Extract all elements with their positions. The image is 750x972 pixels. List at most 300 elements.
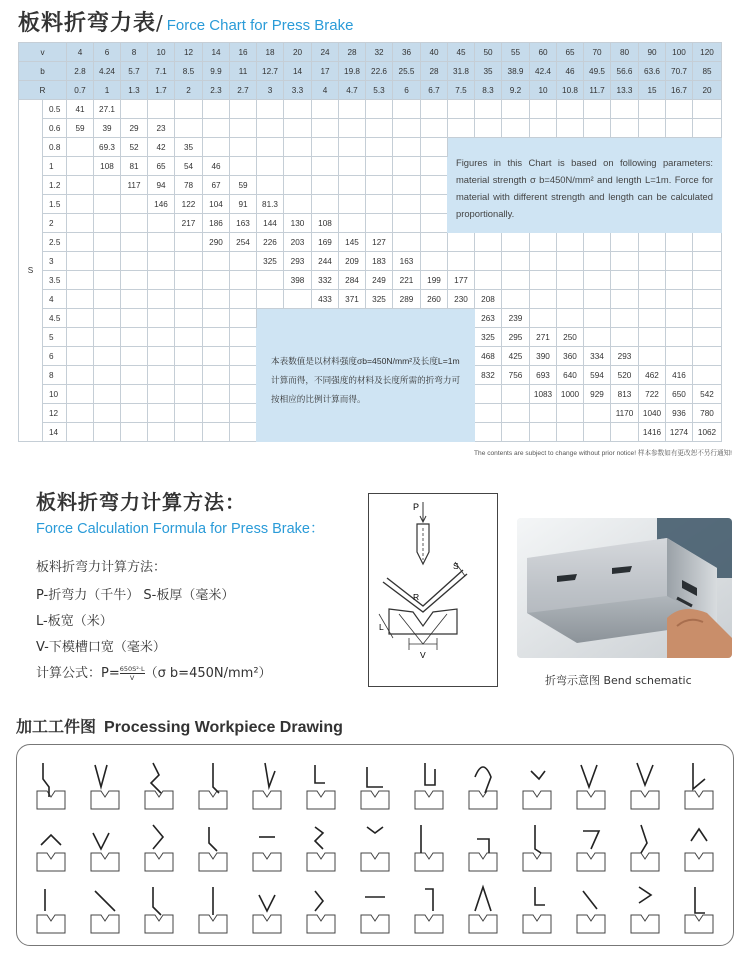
param-cell: 46 [557,62,584,81]
note-en-cell [448,138,722,233]
workpiece-drawing-svg [31,757,71,811]
param-cell: 120 [693,43,722,62]
force-cell [530,290,557,309]
force-cell [639,233,666,252]
force-cell: 217 [175,214,203,233]
force-cell [67,347,94,366]
bend-schematic-svg [369,494,497,686]
force-cell: 117 [121,176,148,195]
force-cell [639,328,666,347]
workpiece-part [639,887,651,903]
force-cell [312,195,339,214]
note-en: Figures in this Chart is based on following parameters: material strength σ b=450N/mm² and length L=1m. Force for material with different strength and length can be calculated proportionally. [456,157,713,219]
force-cell: 177 [448,271,475,290]
param-cell: 2 [175,81,203,100]
force-cell [530,404,557,423]
workpiece-drawing [679,757,719,811]
param-cell: 10.8 [557,81,584,100]
workpiece-die [469,853,497,871]
force-cell: 756 [502,366,530,385]
workpiece-part [95,765,107,787]
workpiece-part [265,763,275,787]
force-cell [666,347,693,366]
workpiece-die [37,853,65,871]
force-cell [611,290,639,309]
workpiece-drawing-panel [16,744,734,946]
workpiece-drawing-svg [409,819,449,873]
formula-line-heading: 板料折弯力计算方法： [36,560,167,575]
force-cell: 163 [393,252,421,271]
force-cell [121,233,148,252]
force-cell [67,214,94,233]
thickness-cell: 0.6 [43,119,67,138]
force-cell [611,252,639,271]
force-cell: 1000 [557,385,584,404]
force-cell [121,404,148,423]
force-cell [230,309,257,328]
workpiece-die [523,791,551,809]
workpiece-part [691,829,707,841]
force-cell [557,100,584,119]
param-cell: 15 [639,81,666,100]
force-cell [230,423,257,442]
param-cell: 42.4 [530,62,557,81]
force-cell [67,328,94,347]
workpiece-die [91,915,119,933]
force-cell [448,119,475,138]
force-cell [94,347,121,366]
thickness-cell: 3.5 [43,271,67,290]
force-cell [530,100,557,119]
force-cell [175,290,203,309]
force-cell: 371 [339,290,366,309]
force-cell [693,233,722,252]
force-cell: 29 [121,119,148,138]
workpiece-drawing-svg [679,881,719,935]
force-cell: 146 [148,195,175,214]
force-cell: 230 [448,290,475,309]
workpiece-drawing-svg [193,819,233,873]
force-cell: 81.3 [257,195,284,214]
force-cell: 780 [693,404,722,423]
workpiece-die [469,791,497,809]
param-cell: 2.3 [203,81,230,100]
force-cell: 169 [312,233,339,252]
workpiece-drawing [85,819,125,873]
schematic-label-v: V [420,650,426,660]
force-cell [475,100,502,119]
param-cell: 12 [175,43,203,62]
workpiece-part [259,895,275,911]
param-cell: 3.3 [284,81,312,100]
force-cell [639,347,666,366]
force-cell [666,100,693,119]
force-cell [148,309,175,328]
workpiece-part [637,763,653,785]
thickness-cell: 1.2 [43,176,67,195]
force-cell [393,157,421,176]
force-cell [366,100,393,119]
force-cell: 640 [557,366,584,385]
force-cell [230,328,257,347]
force-cell: 144 [257,214,284,233]
force-cell [584,290,611,309]
workpiece-drawing [247,757,287,811]
workpiece-die [199,791,227,809]
force-cell: 122 [175,195,203,214]
param-cell: 9.9 [203,62,230,81]
force-cell [284,195,312,214]
workpiece-die [145,791,173,809]
param-label-v: v [19,43,67,62]
workpiece-die [91,791,119,809]
param-cell: 0.7 [67,81,94,100]
force-cell [175,309,203,328]
force-cell [421,119,448,138]
param-cell: 6 [94,43,121,62]
force-cell: 334 [584,347,611,366]
param-cell: 60 [530,43,557,62]
force-cell: 81 [121,157,148,176]
workpiece-die [307,791,335,809]
workpiece-drawing [571,881,611,935]
force-row [19,271,722,290]
force-cell [230,385,257,404]
param-cell: 6.7 [421,81,448,100]
workpiece-drawing [409,819,449,873]
formula-denominator: V [129,674,135,682]
param-cell: 28 [339,43,366,62]
force-cell [148,252,175,271]
workpiece-die [415,791,443,809]
workpiece-drawing [463,819,503,873]
force-cell: 244 [312,252,339,271]
force-cell: 398 [284,271,312,290]
force-cell: 1274 [666,423,693,442]
workpiece-die [361,915,389,933]
param-cell: 7.5 [448,81,475,100]
workpiece-drawing-svg [139,757,179,811]
force-row [19,138,722,157]
force-row [19,290,722,309]
force-cell [67,195,94,214]
force-cell: 91 [230,195,257,214]
param-cell: 1.7 [148,81,175,100]
formula-line-p-s: P-折弯力（千牛） S-板厚（毫米） [36,588,235,603]
workpiece-die [37,791,65,809]
force-cell [203,385,230,404]
workpiece-drawing-svg [85,881,125,935]
force-cell [693,100,722,119]
param-cell: 10 [148,43,175,62]
force-cell: 433 [312,290,339,309]
param-cell: 8 [121,43,148,62]
param-cell: 49.5 [584,62,611,81]
workpiece-drawing [625,757,665,811]
force-cell [257,100,284,119]
workpiece-die [199,853,227,871]
workpiece-die [307,915,335,933]
force-cell [611,423,639,442]
workpiece-die [361,791,389,809]
force-cell [611,233,639,252]
force-cell [666,119,693,138]
workpiece-part [425,763,435,785]
force-cell: 929 [584,385,611,404]
param-cell: 63.6 [639,62,666,81]
force-cell [611,309,639,328]
param-cell: 90 [639,43,666,62]
param-row-v [19,43,722,62]
force-cell [121,347,148,366]
workpiece-drawing [463,881,503,935]
force-cell [148,233,175,252]
force-cell [693,252,722,271]
thickness-cell: 2 [43,214,67,233]
workpiece-drawing [625,881,665,935]
param-cell: 13.3 [611,81,639,100]
force-cell: 130 [284,214,312,233]
workpiece-part [153,825,163,849]
force-cell [475,252,502,271]
param-cell: 100 [666,43,693,62]
workpiece-drawing [355,819,395,873]
force-cell [121,290,148,309]
force-cell: 1040 [639,404,666,423]
workpiece-part [315,827,323,849]
param-cell: 7.1 [148,62,175,81]
force-cell [67,290,94,309]
param-cell: 8.3 [475,81,502,100]
workpiece-part [315,765,325,783]
workpiece-part [151,763,161,793]
param-cell: 11.7 [584,81,611,100]
workpiece-drawing-svg [517,881,557,935]
force-cell: 186 [203,214,230,233]
param-cell: 35 [475,62,502,81]
force-cell [203,252,230,271]
force-row [19,233,722,252]
force-cell [203,404,230,423]
force-cell [639,119,666,138]
force-cell [639,309,666,328]
force-cell [257,271,284,290]
workpiece-die [577,915,605,933]
force-cell [366,214,393,233]
workpiece-die [415,853,443,871]
force-cell [175,404,203,423]
workpiece-die [253,853,281,871]
force-cell [502,385,530,404]
workpiece-drawing-svg [625,819,665,873]
force-cell: 813 [611,385,639,404]
force-cell [230,138,257,157]
force-cell [230,347,257,366]
param-row-b [19,62,722,81]
force-cell [421,157,448,176]
force-row [19,252,722,271]
force-cell [639,290,666,309]
force-cell [339,176,366,195]
param-cell: 4.7 [339,81,366,100]
force-cell: 35 [175,138,203,157]
force-cell [148,100,175,119]
force-cell [94,309,121,328]
workpiece-die [199,915,227,933]
bend-photo-caption: 折弯示意图 Bend schematic [545,674,692,687]
force-cell [312,119,339,138]
force-cell: 1170 [611,404,639,423]
force-cell [584,119,611,138]
workpiece-drawing [31,757,71,811]
force-cell [693,271,722,290]
workpiece-drawing-svg [571,757,611,811]
workpiece-drawing-svg [193,881,233,935]
force-cell [393,138,421,157]
workpiece-drawing-svg [355,881,395,935]
force-cell [502,271,530,290]
force-cell [366,176,393,195]
formula-numerator: 650S²·L [119,665,145,673]
force-cell [175,328,203,347]
force-cell [284,157,312,176]
param-cell: 4.24 [94,62,121,81]
force-cell: 94 [148,176,175,195]
param-cell: 24 [312,43,339,62]
force-cell [121,423,148,442]
workpiece-drawing-svg [301,757,341,811]
force-cell: 254 [230,233,257,252]
formula-calc-suffix: （σ b=450N/mm²） [144,666,272,681]
force-cell: 832 [475,366,502,385]
thickness-cell: 2.5 [43,233,67,252]
workpiece-part [695,887,705,913]
thickness-cell: 10 [43,385,67,404]
force-cell [421,100,448,119]
workpiece-drawing-svg [247,757,287,811]
workpiece-die [685,791,713,809]
force-cell [339,138,366,157]
force-cell [339,119,366,138]
workpiece-die [361,853,389,871]
workpiece-drawing-svg [463,881,503,935]
force-cell [257,138,284,157]
force-cell [148,385,175,404]
force-cell [284,290,312,309]
workpiece-drawing-svg [301,881,341,935]
workpiece-die [631,853,659,871]
force-cell: 199 [421,271,448,290]
workpiece-drawing-svg [139,881,179,935]
workpiece-part [315,891,323,911]
workpiece-drawing-svg [193,757,233,811]
force-cell [502,252,530,271]
force-cell [557,271,584,290]
thickness-cell: 0.5 [43,100,67,119]
force-cell [203,309,230,328]
workpiece-die [685,853,713,871]
workpiece-part [477,839,489,853]
force-cell: 41 [67,100,94,119]
workpiece-drawing [193,819,233,873]
param-cell: 55 [502,43,530,62]
force-cell: 127 [366,233,393,252]
force-cell [666,252,693,271]
workpiece-drawing [139,881,179,935]
chart-title-slash: / [156,11,163,35]
force-cell: 390 [530,347,557,366]
force-cell [148,290,175,309]
workpiece-drawing [517,757,557,811]
force-cell [421,195,448,214]
force-cell [584,423,611,442]
workpiece-die [253,791,281,809]
force-cell [67,176,94,195]
force-cell [312,138,339,157]
force-cell: 39 [94,119,121,138]
workpiece-die [253,915,281,933]
param-cell: 85 [693,62,722,81]
workpiece-drawing [247,881,287,935]
force-cell: 249 [366,271,393,290]
force-cell: 520 [611,366,639,385]
param-cell: 6 [393,81,421,100]
force-cell [502,423,530,442]
force-cell [502,233,530,252]
force-cell [203,290,230,309]
force-cell [94,290,121,309]
force-cell [257,119,284,138]
workpiece-part [535,825,541,853]
workpiece-drawing-svg [679,757,719,811]
param-cell: 16 [230,43,257,62]
workpiece-die [523,915,551,933]
force-cell [67,157,94,176]
force-cell [148,214,175,233]
force-cell [639,100,666,119]
workpiece-title-en: Processing Workpiece Drawing [104,719,343,736]
force-cell [121,385,148,404]
workpiece-drawing-svg [139,819,179,873]
force-cell [121,328,148,347]
force-cell [366,119,393,138]
workpiece-drawing-svg [679,819,719,873]
force-cell [67,252,94,271]
workpiece-part [41,835,61,845]
formula-calc [36,662,272,682]
chart-title-en: Force Chart for Press Brake [166,17,354,34]
force-cell: 108 [312,214,339,233]
bend-photo [517,518,732,658]
note-zh: 本表数值是以材料强度σb=450N/mm²及长度L=1m计算而得，不同强度的材料及长度所需的折弯力可按相应的比例计算而得。 [271,355,461,404]
thickness-cell: 4.5 [43,309,67,328]
force-cell [557,233,584,252]
force-cell [203,328,230,347]
force-cell [366,157,393,176]
force-cell [475,385,502,404]
force-cell: 27.1 [94,100,121,119]
force-cell: 23 [148,119,175,138]
force-cell: 203 [284,233,312,252]
force-cell [584,404,611,423]
force-cell [475,423,502,442]
force-cell [693,366,722,385]
force-cell [175,252,203,271]
force-cell: 59 [230,176,257,195]
workpiece-drawing [409,881,449,935]
force-cell [584,252,611,271]
thickness-cell: 4 [43,290,67,309]
